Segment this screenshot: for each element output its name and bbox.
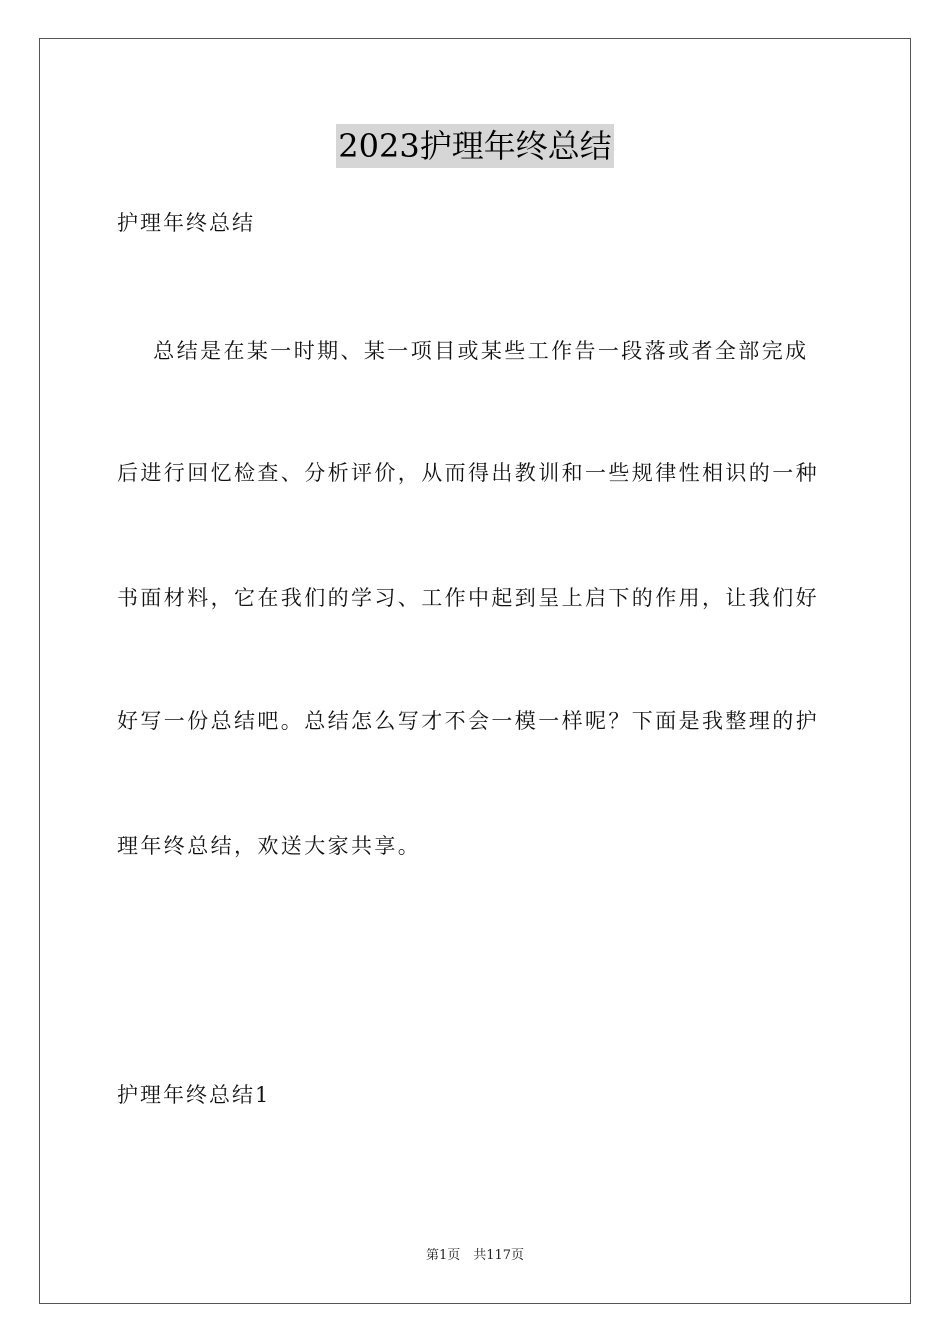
paragraph-line-5: 理年终总结，欢送大家共享。: [117, 834, 422, 858]
section-heading: 护理年终总结1: [117, 1083, 271, 1107]
paragraph-line-1: 总结是在某一时期、某一项目或某些工作告一段落或者全部完成: [117, 339, 809, 363]
paragraph-line-2: 后进行回忆检查、分析评价，从而得出教训和一些规律性相识的一种: [117, 461, 819, 485]
document-subtitle: 护理年终总结: [117, 211, 255, 235]
paragraph-line-3: 书面材料，它在我们的学习、工作中起到呈上启下的作用，让我们好: [117, 586, 819, 610]
document-title: 2023护理年终总结: [336, 124, 613, 168]
page-footer: 第1页 共117页: [425, 1248, 525, 1263]
paragraph-line-4: 好写一份总结吧。总结怎么写才不会一模一样呢？下面是我整理的护: [117, 709, 819, 733]
title-container: [0, 124, 950, 168]
